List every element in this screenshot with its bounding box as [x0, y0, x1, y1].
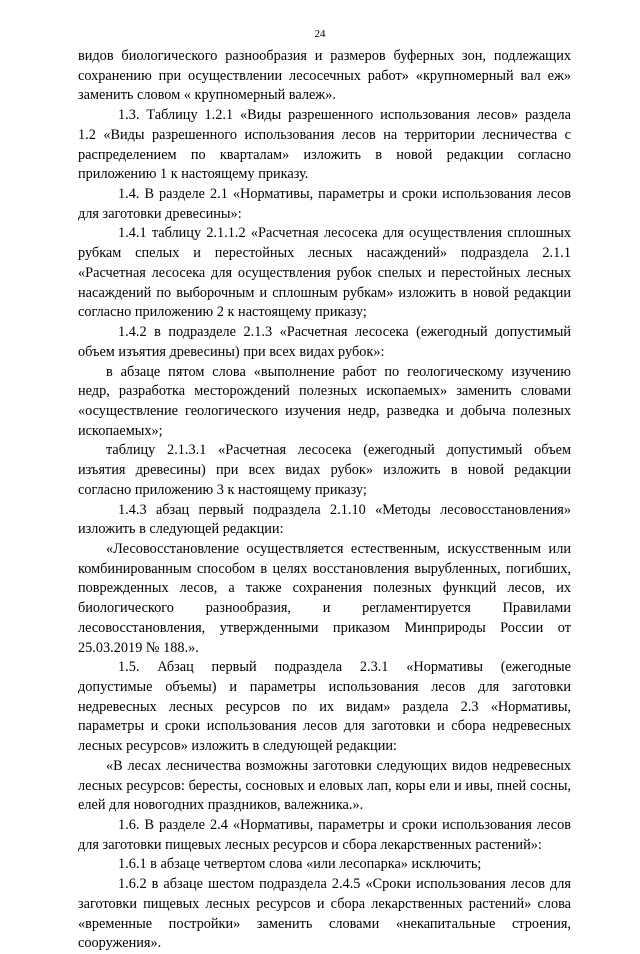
text-line: «осуществление геологического изучения недр, разведка и добыча полезных: [78, 402, 571, 419]
text-line: распределением по кварталам» изложить в новой редакции согласно: [78, 146, 571, 163]
text-line: 1.4.2 в подразделе 2.1.3 «Расчетная лесосека (ежегодный допустимый: [118, 324, 571, 341]
text-line: 25.03.2019 № 188.».: [78, 639, 199, 656]
text-line: елей для новогодних праздников, валежника.».: [78, 797, 364, 814]
text-line: ископаемых»;: [78, 422, 163, 439]
text-line: «Лесовосстановление осуществляется естественным, искусственным или: [106, 540, 571, 557]
text-line: таблицу 2.1.3.1 «Расчетная лесосека (ежегодный допустимый объем: [106, 442, 571, 459]
text-line: 1.6.1 в абзаце четвертом слова «или лесопарка» исключить;: [118, 856, 482, 873]
text-line: 1.4. В разделе 2.1 «Нормативы, параметры и сроки использования лесов: [118, 186, 571, 203]
text-line: 1.2 «Виды разрешенного использования лесов на территории лесничества с: [78, 126, 571, 143]
text-line: поврежденных лесов, а также сохранения полезных функций лесов, их: [78, 580, 571, 597]
text-line: объем изъятия древесины) при всех видах рубок»:: [78, 343, 385, 360]
text-line: заменить словом « крупномерный валеж».: [78, 87, 336, 104]
text-line: изложить в следующей редакции:: [78, 521, 284, 538]
text-line: комбинированным способом в целях восстановления вырубленных, погибших,: [78, 560, 571, 577]
text-line: 1.6.2 в абзаце шестом подраздела 2.4.5 «Сроки использования лесов для: [118, 876, 571, 893]
text-line: лесовосстановления, утвержденными приказом Минприроды России от: [78, 619, 571, 636]
text-line: заготовки пищевых лесных ресурсов и сбора лекарственных растений» слова: [78, 895, 571, 912]
text-line: 1.3. Таблицу 1.2.1 «Виды разрешенного использования лесов» раздела: [118, 107, 571, 124]
text-line: согласно приложению 3 к настоящему приказу;: [78, 481, 367, 498]
text-line: «Расчетная лесосека для осуществления рубок спелых и перестойных лесных: [78, 264, 571, 281]
text-line: 1.4.3 абзац первый подраздела 2.1.10 «Методы лесовосстановления»: [118, 501, 571, 518]
text-line: в абзаце пятом слова «выполнение работ по геологическому изучению: [106, 363, 571, 380]
text-line: недр, разработка месторождений полезных ископаемых» заменить словами: [78, 383, 571, 400]
text-line: рубкам спелых и перестойных лесных насаждений» подраздела 2.1.1: [78, 245, 571, 262]
text-line: биологического разнообразия, и регламентируется Правилами: [78, 600, 571, 617]
text-line: 1.6. В разделе 2.4 «Нормативы, параметры и сроки использования лесов: [118, 817, 571, 834]
text-line: параметры и сроки использования лесов для заготовки и сбора недревесных: [78, 718, 571, 735]
text-line: сохранению при осуществлении лесосечных работ» «крупномерный вал еж»: [78, 67, 571, 84]
text-line: 1.5. Абзац первый подраздела 2.3.1 «Нормативы (ежегодные: [118, 659, 571, 676]
text-line: 1.4.1 таблицу 2.1.1.2 «Расчетная лесосека для осуществления сплошных: [118, 225, 571, 242]
text-line: допустимые объемы) и параметры использования лесов для заготовки: [78, 679, 571, 695]
text-line: «временные постройки» заменить словами «некапитальные строения,: [78, 915, 571, 932]
text-line: изъятия древесины) при всех видах рубок» изложить в новой редакции: [78, 462, 571, 479]
text-line: для заготовки древесины»:: [78, 205, 242, 222]
text-line: согласно приложению 2 к настоящему приказу;: [78, 304, 367, 321]
text-line: видов биологического разнообразия и размеров буферных зон, подлежащих: [78, 48, 571, 64]
text-line: приложению 1 к настоящему приказу.: [78, 166, 309, 183]
document-body: [78, 47, 571, 954]
text-line: для заготовки пищевых лесных ресурсов и сбора лекарственных растений»:: [78, 836, 542, 853]
text-line: сооружения».: [78, 935, 162, 952]
text-line: насаждений по выборочным и сплошным рубкам» изложить в новой редакции: [78, 284, 571, 301]
page-number: 24: [314, 28, 326, 40]
text-line: «В лесах лесничества возможны заготовки следующих видов недревесных: [106, 757, 571, 774]
text-line: лесных ресурсов» изложить в следующей редакции:: [78, 738, 397, 755]
text-line: лесных ресурсов: бересты, сосновых и еловых лап, коры ели и ивы, пней сосны,: [78, 777, 571, 794]
text-line: недревесных лесных ресурсов по их видам» раздела 2.3 «Нормативы,: [78, 698, 571, 715]
